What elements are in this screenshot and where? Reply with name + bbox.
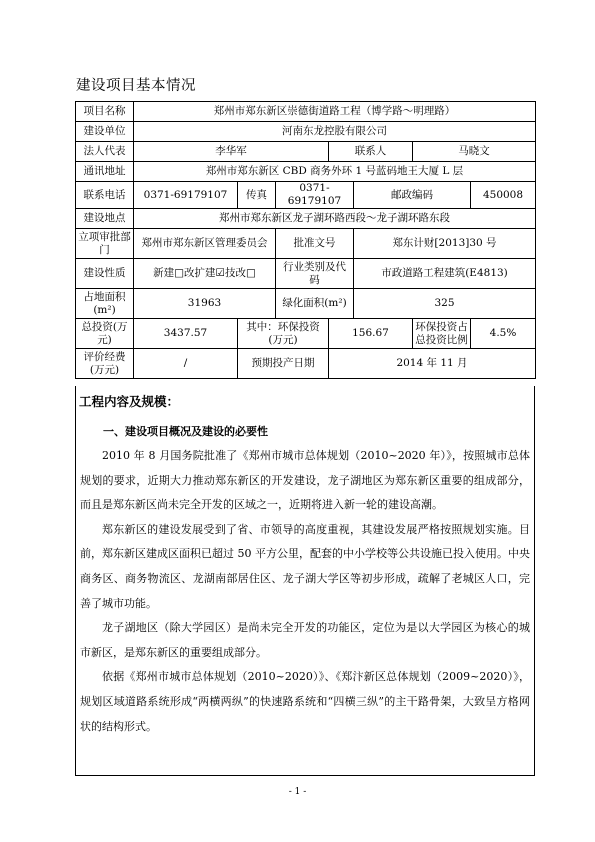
label-phone: 联系电话 <box>76 182 134 209</box>
value-env-ratio: 4.5% <box>471 319 536 349</box>
label-eval-fee: 评价经费(万元) <box>76 349 134 379</box>
paragraph: 郑东新区的建设发展受到了省、市领导的高度重视，其建设发展严格按照规划实施。目前，郑东新区建成区面积已超过 50 平方公里，配套的中小学校等公共设施已投入使用。中央商务区、商务物流区、龙湖南部居住区、龙子湖大学区等初步形成，疏解了老城区人口，完善了城市功能。 <box>80 522 530 610</box>
value-industry: 市政道路工程建筑(E4813) <box>354 259 536 289</box>
value-location: 郑州市郑东新区龙子湖环路西段～龙子湖环路东段 <box>134 209 536 229</box>
paragraph: 依据《郑州市城市总体规划（2010~2020）》、《郑汴新区总体规划（2009~2020）》，规划区域道路系统形成“两横两纵”的快速路系统和“四横三纵”的主干路骨架，大致呈方格网状的结构形式。 <box>80 670 530 733</box>
value-postcode: 450008 <box>471 182 536 209</box>
label-env-invest: 其中：环保投资(万元) <box>238 319 329 349</box>
section-title: 工程内容及规模： <box>79 394 180 409</box>
page-title: 建设项目基本情况 <box>76 78 196 94</box>
value-area: 31963 <box>134 289 276 319</box>
value-green: 325 <box>354 289 536 319</box>
page-number: - 1 - <box>288 787 307 797</box>
label-area: 占地面积(m²) <box>76 289 134 319</box>
label-start-date: 预期投产日期 <box>238 349 329 379</box>
paragraph: 2010 年 8 月国务院批准了《郑州市城市总体规划（2010~2020 年）》，按照城市总体规划的要求，近期大力推动郑东新区的开发建设，龙子湖地区为郑东新区重要的组成部分，而且是郑东新区尚未完全开发的区域之一，近期将进入新一轮的建设高潮。 <box>80 449 530 512</box>
label-legal-rep: 法人代表 <box>76 142 134 162</box>
label-green: 绿化面积(m²) <box>276 289 354 319</box>
value-legal-rep: 李华军 <box>134 142 329 162</box>
label-approval-no: 批准文号 <box>276 229 354 259</box>
label-contact: 联系人 <box>329 142 413 162</box>
label-invest: 总投资(万元) <box>76 319 134 349</box>
project-info-table <box>75 101 536 379</box>
value-approval-dept: 郑州市郑东新区管理委员会 <box>134 229 276 259</box>
label-builder: 建设单位 <box>76 122 134 142</box>
label-fax: 传真 <box>238 182 276 209</box>
value-eval-fee: / <box>134 349 238 379</box>
label-address: 通讯地址 <box>76 162 134 182</box>
value-project-name: 郑州市郑东新区崇德街道路工程（博学路～明理路） <box>134 102 536 122</box>
value-start-date: 2014 年 11 月 <box>329 349 536 379</box>
value-nature: 新建□改扩建☑技改□ <box>134 259 276 289</box>
value-phone: 0371-69179107 <box>134 182 238 209</box>
label-industry: 行业类别及代码 <box>276 259 354 289</box>
value-builder: 河南东龙控股有限公司 <box>134 122 536 142</box>
subsection-title: 一、建设项目概况及建设的必要性 <box>103 425 268 438</box>
value-approval-no: 郑东计财[2013]30 号 <box>354 229 536 259</box>
body-text <box>80 444 530 739</box>
paragraph: 龙子湖地区（除大学园区）是尚未完全开发的功能区，定位为是以大学园区为核心的城市新区，是郑东新区的重要组成部分。 <box>80 621 530 659</box>
label-approval-dept: 立项审批部门 <box>76 229 134 259</box>
value-address: 郑州市郑东新区 CBD 商务外环 1 号蓝码地王大厦 L 层 <box>134 162 536 182</box>
label-location: 建设地点 <box>76 209 134 229</box>
value-fax: 0371-69179107 <box>276 182 354 209</box>
value-env-invest: 156.67 <box>329 319 413 349</box>
label-project-name: 项目名称 <box>76 102 134 122</box>
value-invest: 3437.57 <box>134 319 238 349</box>
value-contact: 马晓文 <box>413 142 536 162</box>
label-postcode: 邮政编码 <box>354 182 471 209</box>
label-nature: 建设性质 <box>76 259 134 289</box>
label-env-ratio: 环保投资占总投资比例 <box>413 319 471 349</box>
